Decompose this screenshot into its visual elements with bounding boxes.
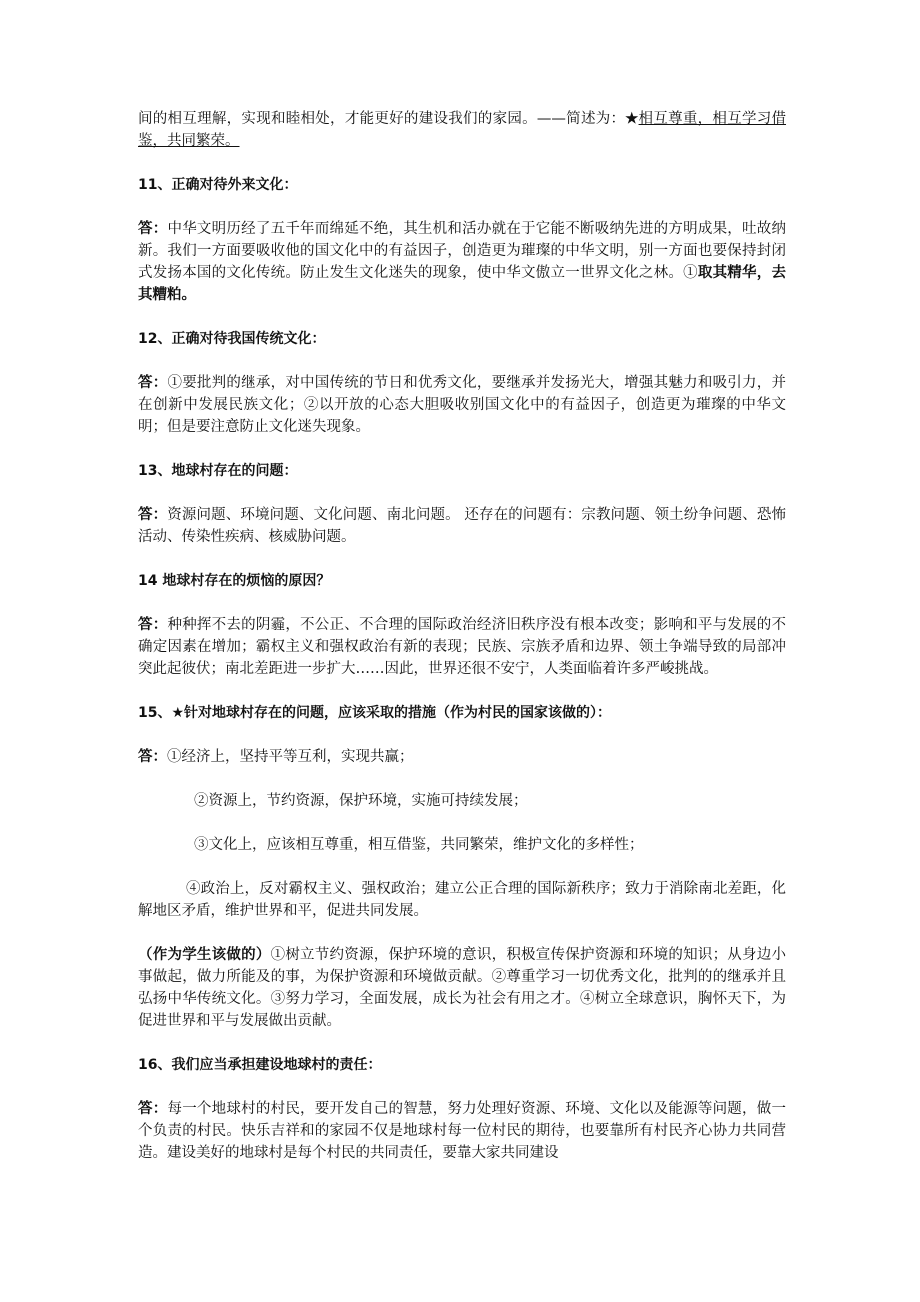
q16-heading: 16、我们应当承担建设地球村的责任： xyxy=(138,1057,382,1073)
q11-answer-bold: 取其精华，去其糟粕。 xyxy=(138,264,787,303)
q13-answer-label: 答： xyxy=(138,507,168,523)
intro-summary: 相互尊重，相互学习借鉴，共同繁荣。 xyxy=(138,111,787,149)
q15-item-3: ③文化上，应该相互尊重，相互借鉴，共同繁荣，维护文化的多样性； xyxy=(194,837,644,853)
q15-student xyxy=(138,944,786,1032)
q15-item-2: ②资源上，节约资源，保护环境，实施可持续发展； xyxy=(194,793,528,809)
q13-heading: 13、地球村存在的问题： xyxy=(138,463,298,479)
q12-answer-label: 答： xyxy=(138,375,168,391)
q14-answer-label: 答： xyxy=(138,617,168,633)
q16-answer-label: 答： xyxy=(138,1101,168,1117)
q12-answer xyxy=(138,372,786,438)
document-page xyxy=(138,108,786,1186)
q15-item-1 xyxy=(138,746,786,768)
intro-paragraph xyxy=(138,108,786,152)
q13-answer-body: 资源问题、环境问题、文化问题、南北问题。 还存在的问题有：宗教问题、领土纷争问题、恐怖活动、传染性疾病、核威胁问题。 xyxy=(138,507,787,545)
intro-text: 间的相互理解，实现和睦相处，才能更好的建设我们的家园。——简述为： xyxy=(138,111,626,127)
q11-answer xyxy=(138,218,786,306)
q15-student-label: （作为学生该做的） xyxy=(138,947,271,963)
q15-heading: 15、★针对地球村存在的问题，应该采取的措施（作为村民的国家该做的）： xyxy=(138,705,612,721)
q15-answer-label: 答： xyxy=(138,749,167,765)
q15-item-4-text: ④政治上，反对霸权主义、强权政治；建立公正合理的国际新秩序；致力于消除南北差距，化解地区矛盾，维护世界和平，促进共同发展。 xyxy=(138,881,786,919)
q14-answer xyxy=(138,614,786,680)
q11-answer-body: 中华文明历经了五千年而绵延不绝，其生机和活办就在于它能不断吸纳先进的方明成果，吐故纳新。我们一方面要吸收他的国文化中的有益因子，创造更为璀璨的中华文明，别一方面也要保持封闭式发扬本国的文化传统。防止发生文化迷失的现象，使中华文傲立一世界文化之林。① xyxy=(138,221,786,281)
q15-student-body: ①树立节约资源，保护环境的意识，积极宣传保护资源和环境的知识；从身边小事做起，做力所能及的事，为保护资源和环境做贡献。②尊重学习一切优秀文化，批判的的继承并且弘扬中华传统文化。③努力学习，全面发展，成长为社会有用之才。④树立全球意识，胸怀天下，为促进世界和平与发展做出贡献。 xyxy=(138,947,786,1029)
q12-heading: 12、正确对待我国传统文化： xyxy=(138,331,326,347)
q11-heading: 11、正确对待外来文化： xyxy=(138,177,298,193)
q13-answer xyxy=(138,504,786,548)
q12-answer-body: ①要批判的继承，对中国传统的节日和优秀文化，要继承并发扬光大，增强其魅力和吸引力，并在创新中发展民族文化；②以开放的心态大胆吸收别国文化中的有益因子，创造更为璀璨的中华文明；但是要注意防止文化迷失现象。 xyxy=(138,375,786,435)
q14-heading: 14 地球村存在的烦恼的原因？ xyxy=(138,573,331,589)
q16-answer-body: 每一个地球村的村民，要开发自己的智慧，努力处理好资源、环境、文化以及能源等问题，做一个负责的村民。快乐吉祥和的家园不仅是地球村每一位村民的期待，也要靠所有村民齐心协力共同营造。建设美好的地球村是每个村民的共同责任，要靠大家共同建设 xyxy=(138,1101,786,1161)
q15-item-1-text: ①经济上，坚持平等互利，实现共赢； xyxy=(167,749,414,765)
star-mark: ★ xyxy=(625,110,639,127)
q11-answer-label: 答： xyxy=(138,221,168,237)
q14-answer-body: 种种挥不去的阴霾，不公正、不合理的国际政治经济旧秩序没有根本改变；影响和平与发展的不确定因素在增加；霸权主义和强权政治有新的表现；民族、宗族矛盾和边界、领土争端导致的局部冲突此起彼伏；南北差距进一步扩大……因此，世界还很不安宁，人类面临着许多严峻挑战。 xyxy=(138,617,786,677)
q15-item-4 xyxy=(138,878,786,922)
q16-answer xyxy=(138,1098,786,1164)
